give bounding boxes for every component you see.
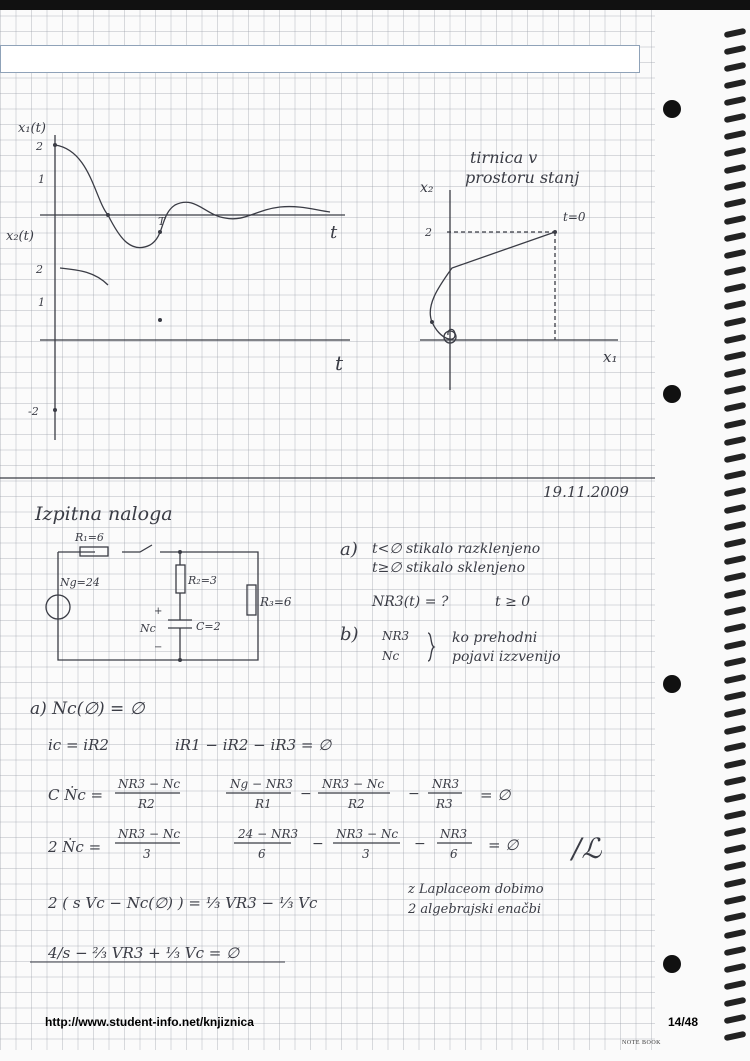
- spiral-coil: [724, 742, 747, 752]
- spiral-coil: [724, 674, 747, 684]
- r1-label: R₁=6: [75, 531, 104, 544]
- eq1-f2-den: R1: [255, 797, 272, 811]
- question-a-line3: NR3(t) = ?: [372, 594, 449, 610]
- ug-label: Ng=24: [60, 576, 100, 589]
- spiral-coil: [724, 164, 747, 174]
- plus-sign: +: [154, 606, 163, 617]
- laplace-mark: /ℒ: [572, 832, 602, 865]
- question-b-vars2: Nc: [382, 649, 400, 663]
- spiral-coil: [724, 555, 747, 565]
- t-label-upper: t: [330, 222, 338, 243]
- spiral-coil: [724, 861, 747, 871]
- x2-curve: [60, 268, 108, 285]
- spiral-coil: [724, 623, 747, 633]
- phase-trajectory: [430, 232, 555, 339]
- eq1-f1-num: NR3 − Nc: [118, 777, 181, 791]
- x1-tick-1: 1: [38, 173, 45, 186]
- eq1-f3-num: NR3 − Nc: [322, 777, 385, 791]
- eq4: 4/s − ⅔ VR3 + ⅓ Vc = ∅: [48, 944, 240, 962]
- x1-tick-2: 2: [36, 140, 43, 153]
- spiral-coil: [724, 708, 747, 718]
- question-b-vars1: NR3: [382, 629, 410, 643]
- eq1-f3-den: R2: [348, 797, 365, 811]
- spiral-coil: [724, 606, 747, 616]
- eq1-f4-den: R3: [436, 797, 453, 811]
- solution-line1: a) Nc(∅) = ∅: [30, 699, 145, 719]
- spiral-coil: [724, 589, 747, 599]
- eq2-f4-num: NR3: [440, 827, 468, 841]
- spiral-coil: [724, 657, 747, 667]
- brace: [428, 633, 434, 661]
- r3-label: R₃=6: [260, 595, 292, 609]
- spiral-coil: [724, 266, 747, 276]
- spiral-coil: [724, 28, 747, 38]
- x2-tick-2: 2: [36, 263, 43, 276]
- period-label: T: [158, 215, 166, 228]
- c-label: C=2: [196, 620, 221, 633]
- question-a-label: a): [340, 539, 358, 560]
- question-b-line1: ko prehodni: [452, 630, 538, 646]
- spiral-coil: [724, 504, 747, 514]
- eq2-minus2: −: [414, 836, 426, 852]
- spiral-coil: [724, 113, 747, 123]
- spiral-coil: [724, 487, 747, 497]
- spiral-coil: [724, 45, 747, 55]
- laplace-note-2: 2 algebrajski enačbi: [408, 902, 542, 917]
- spiral-coil: [724, 215, 747, 225]
- binding-hole: [663, 955, 681, 973]
- eq2-f3-num: NR3 − Nc: [336, 827, 399, 841]
- spiral-coil: [724, 691, 747, 701]
- spiral-coil: [724, 317, 747, 327]
- spiral-coil: [724, 249, 747, 259]
- spiral-coil: [724, 521, 747, 531]
- footer-link[interactable]: http://www.student-info.net/knjiznica: [45, 1015, 254, 1029]
- spiral-coil: [724, 827, 747, 837]
- spiral-coil: [724, 878, 747, 888]
- x1-axis-label: x₁(t): [18, 121, 46, 136]
- t-label-lower: t: [335, 351, 344, 375]
- date: 19.11.2009: [543, 483, 629, 501]
- spiral-coil: [724, 776, 747, 786]
- spiral-coil: [724, 96, 747, 106]
- spiral-coil: [724, 368, 747, 378]
- laplace-note-1: z Laplaceom dobimo: [408, 882, 544, 897]
- spiral-coil: [724, 538, 747, 548]
- spiral-coil: [724, 300, 747, 310]
- eq1-minus2: −: [408, 786, 420, 802]
- spiral-coil: [724, 232, 747, 242]
- binding-hole: [663, 385, 681, 403]
- x2-axis-label: x₂(t): [6, 229, 34, 244]
- phase-tick-2: 2: [425, 226, 432, 239]
- eq2-f1-den: 3: [143, 847, 151, 861]
- spiral-coil: [724, 1031, 747, 1041]
- spiral-coil: [724, 997, 747, 1007]
- spiral-coil: [724, 62, 747, 72]
- r2-label: R₂=3: [188, 574, 217, 587]
- eq1-f4-num: NR3: [432, 777, 460, 791]
- binding-hole: [663, 675, 681, 693]
- eq3: 2 ( s Vc − Nc(∅) ) = ⅓ VR3 − ⅓ Vc: [48, 894, 318, 912]
- heading: Izpitna naloga: [35, 503, 173, 525]
- spiral-coil: [724, 198, 747, 208]
- spiral-coil: [724, 385, 747, 395]
- spiral-coil: [724, 793, 747, 803]
- spiral-coil: [724, 895, 747, 905]
- page-number: 14/48: [668, 1015, 699, 1029]
- resistor-r2: [176, 565, 185, 593]
- resistor-r3: [247, 585, 256, 615]
- spiral-coil: [724, 181, 747, 191]
- eq2-f2-den: 6: [258, 847, 266, 861]
- eq1-minus1: −: [300, 786, 312, 802]
- spiral-coil: [724, 453, 747, 463]
- binding-hole: [663, 100, 681, 118]
- eq2-lhs: 2 Ṅc =: [48, 838, 102, 856]
- spiral-coil: [724, 419, 747, 429]
- spiral-coil: [724, 759, 747, 769]
- solution-line2a: ic = iR2: [48, 736, 109, 754]
- eq2-f2-num: 24 − NR3: [238, 827, 299, 841]
- phase-x1-label: x₁: [603, 348, 618, 366]
- phase-t0-label: t=0: [563, 210, 586, 224]
- uc-label: Nc: [140, 622, 156, 635]
- spiral-coil: [724, 725, 747, 735]
- x2-tick-minus2: -2: [28, 405, 39, 418]
- solution-line2b: iR1 − iR2 − iR3 = ∅: [175, 736, 332, 754]
- spiral-coil: [724, 929, 747, 939]
- spiral-coil: [724, 572, 747, 582]
- eq1-rhs: = ∅: [480, 786, 511, 804]
- phase-title-2: prostoru stanj: [465, 168, 580, 187]
- eq1-f1-den: R2: [138, 797, 155, 811]
- spiral-coil: [724, 334, 747, 344]
- eq2-f1-num: NR3 − Nc: [118, 827, 181, 841]
- spiral-coil: [724, 470, 747, 480]
- spiral-coil: [724, 351, 747, 361]
- eq2-minus1: −: [312, 836, 324, 852]
- spiral-coil: [724, 79, 747, 89]
- question-a-line2: t≥∅ stikalo sklenjeno: [372, 560, 525, 576]
- minus-sign: −: [154, 642, 163, 653]
- spiral-coil: [724, 436, 747, 446]
- eq2-f3-den: 3: [362, 847, 370, 861]
- question-b-label: b): [340, 624, 359, 645]
- eq1-f2-num: Ng − NR3: [230, 777, 294, 791]
- question-b-line2: pojavi izzvenijo: [452, 649, 561, 665]
- spiral-coil: [724, 283, 747, 293]
- notebook-brand: NOTE BOOK: [622, 1040, 661, 1046]
- question-a-line4: t ≥ 0: [495, 594, 531, 610]
- spiral-coil: [724, 844, 747, 854]
- spiral-coil: [724, 130, 747, 140]
- spiral-coil: [724, 963, 747, 973]
- eq2-f4-den: 6: [450, 847, 458, 861]
- phase-title-1: tirnica v: [470, 148, 538, 167]
- spiral-coil: [724, 980, 747, 990]
- spiral-coil: [724, 402, 747, 412]
- spiral-coil: [724, 147, 747, 157]
- spiral-coil: [724, 810, 747, 820]
- eq1-lhs: C Ṅc =: [48, 786, 104, 804]
- spiral-coil: [724, 640, 747, 650]
- question-a-line1: t<∅ stikalo razklenjeno: [372, 541, 541, 557]
- eq2-rhs: = ∅: [488, 836, 519, 854]
- x1-curve: [55, 145, 330, 248]
- x2-tick-1: 1: [38, 296, 45, 309]
- phase-x2-label: x₂: [420, 180, 434, 196]
- spiral-coil: [724, 912, 747, 922]
- spiral-binding: [718, 30, 750, 1060]
- spiral-coil: [724, 1014, 747, 1024]
- spiral-coil: [724, 946, 747, 956]
